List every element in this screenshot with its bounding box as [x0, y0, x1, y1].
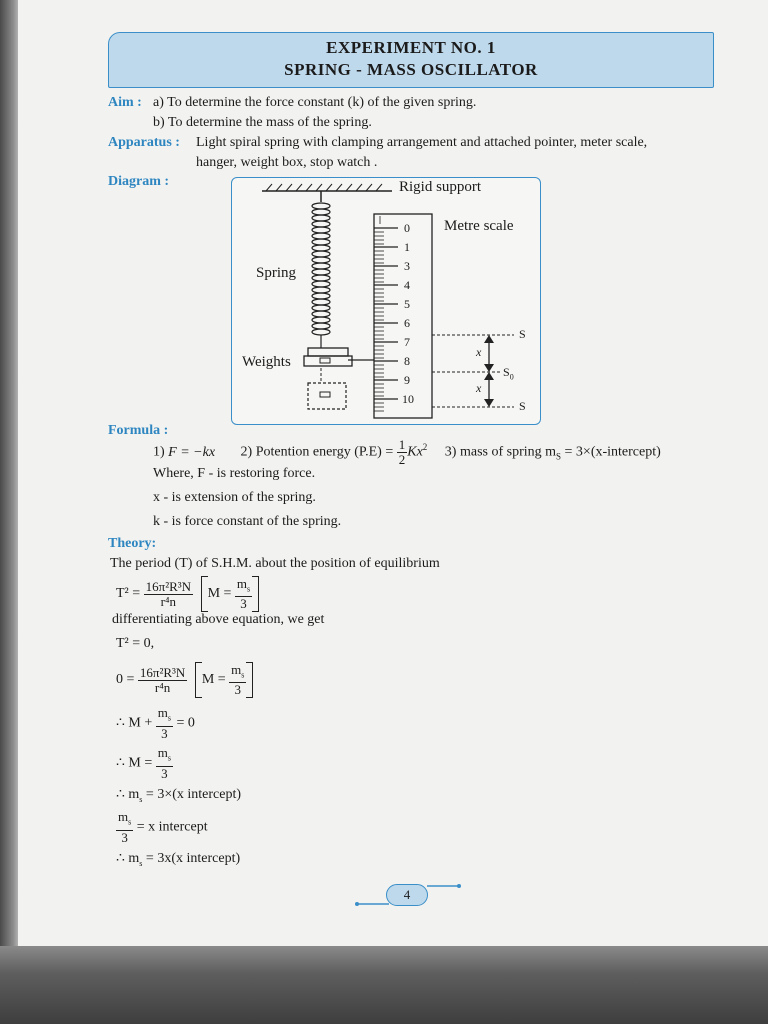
- spring-mass-diagram: [231, 177, 541, 425]
- formula-mass-of-spring: 3) mass of spring m: [444, 444, 557, 460]
- scale-tick-label: 9: [404, 373, 410, 387]
- theory-label: Theory:: [108, 536, 157, 551]
- equation-ms-final: ∴ $m_s = 3x(x$ intercept): [116, 851, 241, 868]
- scale-tick-label: 4: [404, 278, 410, 292]
- formula-line: 1) F = −kx 2) Potention energy (P.E) = $\frac{1}{2}$ Kx$^2$ 3) mass of spring $m_S$ = 3×(x-intercept): [153, 437, 661, 467]
- differentiating-text: differentiating above equation, we get: [112, 612, 325, 627]
- formula-force: F = −kx: [168, 444, 216, 460]
- aim-b: b) To determine the mass of the spring.: [153, 115, 372, 130]
- equation-m-equals: ∴ M = $\frac{m_s}{3}$: [116, 745, 172, 781]
- equation-ms-3x: ∴ $m_s = 3\times(x$ intercept): [116, 787, 242, 804]
- page-bottom-shadow: [0, 946, 768, 1024]
- apparatus-label: Apparatus :: [108, 135, 180, 150]
- experiment-header: [108, 32, 714, 88]
- formula-label: Formula :: [108, 423, 169, 438]
- scale-tick-label: 0: [404, 221, 410, 235]
- equation-t2-zero: T² = 0,: [116, 636, 155, 651]
- scale-tick-label: 8: [404, 354, 410, 368]
- page-number: 4: [386, 884, 428, 906]
- scale-tick-label: 7: [404, 335, 410, 349]
- spring-label: Spring: [256, 265, 297, 281]
- equation-period: T² = $\frac{\text{16π²R³N}}{\text{r⁴n}}$ M = $\frac{m_s}{3}$: [116, 576, 259, 612]
- experiment-number: EXPERIMENT NO. 1: [326, 38, 496, 57]
- apparatus-line2: hanger, weight box, stop watch .: [196, 155, 378, 170]
- x-definition: x - is extension of the spring.: [153, 490, 316, 505]
- s-bottom-label: S: [519, 399, 526, 413]
- formula-fraction-half: $\frac{1}{2}$: [398, 437, 406, 467]
- x-upper-label: x: [476, 345, 482, 359]
- equation-zero: 0 = $\frac{\text{16π²R³N}}{\text{r⁴n}}$ M = $\frac{m_s}{3}$: [116, 662, 253, 698]
- scale-tick-label: 5: [404, 297, 410, 311]
- aim-label: Aim :: [108, 95, 142, 110]
- equation-ms-over-3: $\frac{m_s}{3}$ = x intercept: [118, 809, 208, 845]
- where-force: Where, F - is restoring force.: [153, 466, 316, 481]
- metre-scale-label: Metre scale: [444, 218, 514, 234]
- experiment-title: SPRING - MASS OSCILLATOR: [284, 60, 538, 79]
- scale-tick-label: 3: [404, 259, 410, 273]
- s-top-label: S: [519, 327, 526, 341]
- s0-label: $S_0$: [503, 365, 514, 382]
- aim-a: a) To determine the force constant (k) of the given spring.: [153, 95, 477, 110]
- scale-tick-label: 1: [404, 240, 410, 254]
- rigid-support-label: Rigid support: [399, 179, 482, 195]
- theory-intro: The period (T) of S.H.M. about the position of equilibrium: [110, 556, 440, 571]
- weights-label: Weights: [242, 354, 291, 370]
- equation-m-plus: ∴ M + $\frac{m_s}{3}$ = 0: [116, 705, 195, 741]
- x-lower-label: x: [476, 381, 482, 395]
- scale-tick-label: 10: [402, 392, 414, 406]
- diagram-drawing: [232, 178, 540, 424]
- k-definition: k - is force constant of the spring.: [153, 514, 342, 529]
- apparatus-line1: Light spiral spring with clamping arrangement and attached pointer, meter scale,: [196, 135, 648, 150]
- diagram-label: Diagram :: [108, 174, 170, 189]
- scale-tick-label: 6: [404, 316, 410, 330]
